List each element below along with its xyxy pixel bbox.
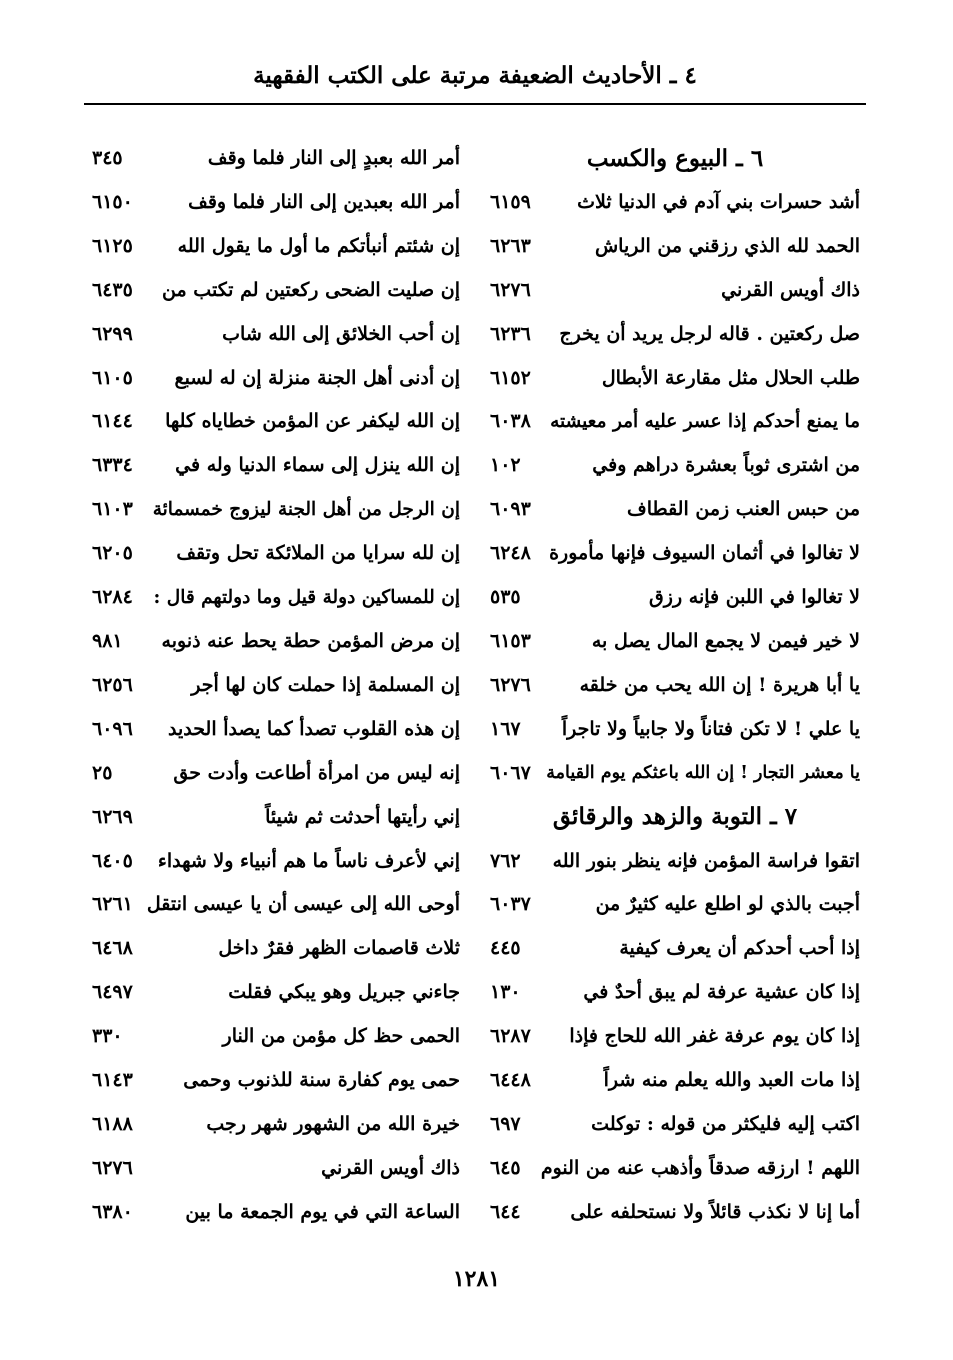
index-entry — [490, 1018, 860, 1054]
index-entry — [92, 403, 460, 439]
index-entry — [490, 403, 860, 439]
index-entry — [490, 184, 860, 220]
index-entry — [490, 755, 860, 791]
entry-text: إن أدنى أهل الجنة منزلة إن له لسبع — [174, 366, 460, 389]
index-entry — [92, 360, 460, 396]
index-entry — [92, 1150, 460, 1186]
index-entry — [490, 711, 860, 747]
entry-text: اتقوا فراسة المؤمن فإنه ينظر بنور الله — [552, 849, 860, 872]
entry-text: أجبت بالذي لو اطلع عليه كثيرٌ من — [595, 893, 860, 916]
entry-number: ١٣٠ — [490, 981, 521, 1004]
entry-number: ٦٠٩٣ — [490, 498, 531, 521]
entry-text: إني لأعرف ناساً ما هم أنبياء ولا شهداء — [157, 849, 460, 872]
entry-text: حمى يوم كفارة سنة للذنوب وحمى — [183, 1069, 460, 1092]
index-entry — [490, 974, 860, 1010]
entry-number: ٦٢٦٩ — [92, 805, 133, 828]
entry-text: لا تغالوا في أثمان السيوف فإنها مأمورة — [549, 542, 860, 565]
entry-number: ٦٤٣٥ — [92, 278, 133, 301]
entry-number: ٦١٥٠ — [92, 190, 133, 213]
index-entry — [490, 579, 860, 615]
index-entry — [92, 491, 460, 527]
entry-text: الساعة التي في يوم الجمعة ما بين — [185, 1200, 460, 1223]
entry-number: ٦٠٦٧ — [490, 761, 531, 784]
entry-number: ١٦٧ — [490, 717, 521, 740]
entry-number: ٦٤٤ — [490, 1200, 521, 1223]
section-heading-repentance: ٧ ـ التوبة والزهد والرقائق — [552, 803, 798, 831]
entry-number: ٦٢٧٦ — [92, 1156, 133, 1179]
index-entry — [92, 184, 460, 220]
entry-number: ٦١٥٣ — [490, 629, 531, 652]
entry-number: ١٠٢ — [490, 454, 521, 477]
entry-text: إذا مات العبد والله يعلم منه شراً — [603, 1069, 860, 1092]
index-entry — [490, 1062, 860, 1098]
entry-number: ٦٤٥ — [490, 1156, 521, 1179]
entry-number: ٦١٤٤ — [92, 410, 133, 433]
entry-text: إن أحب الخلائق إلى الله شاب — [222, 322, 460, 345]
entry-text: اللهم ! ارزقه صدقاً وأذهب عنه من النوم — [540, 1156, 860, 1179]
index-entry — [92, 579, 460, 615]
index-entry — [92, 1106, 460, 1142]
entry-number: ٦٢٧٦ — [490, 673, 531, 696]
entry-number: ٦١٤٣ — [92, 1069, 133, 1092]
index-entry — [92, 886, 460, 922]
entry-text: ذاك أويس القرني — [721, 278, 860, 301]
section-heading-sales: ٦ ـ البيوع والكسب — [586, 144, 764, 172]
entry-text: إن لله سرايا من الملائكة تحل وتقف — [176, 542, 460, 565]
index-entry — [92, 316, 460, 352]
entry-text: إذا كان يوم عرفة غفر الله للحاج فإذا — [569, 1025, 860, 1048]
entry-text: لا تغالوا في اللبن فإنه رزق — [649, 586, 860, 609]
index-entry — [92, 974, 460, 1010]
index-entry — [490, 886, 860, 922]
index-entry — [92, 535, 460, 571]
entry-text: جاءني جبريل وهو يبكي فقلت — [228, 981, 460, 1004]
index-entry — [490, 623, 860, 659]
entry-text: يا معشر التجار ! إن الله باعثكم يوم القيامة — [546, 762, 860, 783]
entry-number: ٦٤٦٨ — [92, 937, 133, 960]
entry-number: ٦٣٣٤ — [92, 454, 133, 477]
header-divider — [84, 103, 866, 105]
entry-number: ٦٠٣٧ — [490, 893, 531, 916]
entry-text: إني رأيتها أحدثت ثم شيئاً — [265, 805, 460, 828]
entry-text: أما إنا لا نكذب قائلاً ولا نستحلفه على — [570, 1200, 860, 1223]
entry-text: إنه ليس من امرأة أطاعت وأدت حق — [173, 761, 460, 784]
entry-text: إن شئتم أنبأتكم ما أول ما يقول الله — [177, 234, 460, 257]
entry-text: لا خير فيمن لا يجمع المال يصل به — [591, 629, 860, 652]
index-entry — [490, 843, 860, 879]
entry-number: ٦٢٨٧ — [490, 1025, 531, 1048]
entry-number: ٦٤٤٨ — [490, 1069, 531, 1092]
entry-number: ٦١٥٩ — [490, 190, 531, 213]
entry-number: ٦١٠٥ — [92, 366, 133, 389]
right-column — [490, 140, 860, 1230]
entry-number: ٦٩٧ — [490, 1112, 521, 1135]
entry-text: أشد حسرات بني آدم في الدنيا ثلاث — [577, 190, 860, 213]
entry-number: ٦٠٣٨ — [490, 410, 531, 433]
entry-text: اكتب إليه فليكثر من قوله : توكلت — [591, 1112, 860, 1135]
index-entry — [92, 930, 460, 966]
entry-number: ٦٢٧٦ — [490, 278, 531, 301]
entry-number: ٣٤٥ — [92, 147, 123, 169]
index-entry — [490, 272, 860, 308]
entry-text: ما يمنع أحدكم إذا عسر عليه أمر معيشته — [550, 410, 860, 432]
entry-number: ٦١٨٨ — [92, 1112, 133, 1135]
entry-number: ٦١٢٥ — [92, 234, 133, 257]
entry-number: ٦٢٦١ — [92, 893, 133, 916]
entry-number: ٦٤٩٧ — [92, 981, 133, 1004]
page-number: ١٢٨١ — [452, 1266, 501, 1292]
left-column — [92, 140, 460, 1230]
entry-text: طلب الحلال مثل مقارعة الأبطال — [601, 366, 860, 389]
entry-text: إذا أحب أحدكم أن يعرف كيفية — [619, 937, 860, 960]
entry-number: ٣٣٠ — [92, 1025, 123, 1048]
entry-text: إن هذه القلوب تصدأ كما يصدأ الحديد — [168, 717, 460, 740]
entry-text: من اشترى ثوباً بعشرة دراهم وفي — [592, 454, 860, 477]
index-entry — [92, 1018, 460, 1054]
index-entry — [490, 1150, 860, 1186]
entry-number: ٦٢٣٦ — [490, 322, 531, 345]
index-entry — [490, 1194, 860, 1230]
entry-number: ٦٢٦٣ — [490, 234, 531, 257]
entry-text: يا علي ! لا تكن فتاناً ولا جابياً ولا تاجراً — [561, 717, 860, 740]
index-entry — [490, 360, 860, 396]
page-header: ٤ ـ الأحاديث الضعيفة مرتبة على الكتب الفقهية — [253, 62, 697, 89]
index-entry — [92, 667, 460, 703]
entry-text: إن الله ليكفر عن المؤمن خطاياه كلها — [165, 410, 460, 433]
index-entry — [92, 447, 460, 483]
entry-number: ٦٢٠٥ — [92, 542, 133, 565]
entry-number: ٧٦٢ — [490, 849, 521, 872]
entry-number: ٦٢٤٨ — [490, 542, 531, 565]
entry-text: إن الرجل من أهل الجنة ليزوج خمسمائة — [152, 498, 460, 520]
index-entry — [490, 930, 860, 966]
entry-number: ٦٢٨٤ — [92, 586, 133, 609]
index-entry — [92, 228, 460, 264]
index-entry — [92, 140, 460, 176]
entry-text: خيرة الله من الشهور شهر رجب — [206, 1112, 460, 1135]
index-entry — [92, 755, 460, 791]
entry-text: الحمد لله الذي رزقني من الرياش — [594, 234, 860, 257]
entry-text: الحمى حظ كل مؤمن من النار — [222, 1025, 460, 1048]
entry-number: ٥٣٥ — [490, 586, 521, 609]
index-entry — [490, 1106, 860, 1142]
entry-text: إن الله ينزل إلى سماء الدنيا وله في — [175, 454, 460, 477]
entry-number: ٢٥ — [92, 761, 113, 784]
index-entry — [92, 1062, 460, 1098]
index-entry — [490, 228, 860, 264]
index-entry — [92, 711, 460, 747]
entry-text: ذاك أويس القرني — [321, 1156, 460, 1179]
entry-text: إن للمساكين دولة قيل وما دولتهم قال : — [153, 586, 460, 608]
index-entry — [92, 843, 460, 879]
entry-text: إن صليت الضحى ركعتين لم تكتب من — [162, 278, 460, 301]
index-entry — [92, 623, 460, 659]
entry-text: يا أبا هريرة ! إن الله يحب من خلقه — [579, 673, 860, 696]
entry-text: صل ركعتين . قاله لرجل يريد أن يخرج — [559, 322, 860, 345]
index-entry — [490, 667, 860, 703]
index-entry — [490, 447, 860, 483]
entry-text: من حبس العنب زمن القطاف — [627, 498, 860, 521]
index-entry — [490, 535, 860, 571]
entry-number: ٦٠٩٦ — [92, 717, 133, 740]
entry-text: ثلاث قاصمات الظهر فقرٌ داخل — [218, 937, 460, 960]
entry-text: أمر الله بعبدين إلى النار فلما وقف — [188, 190, 460, 213]
index-entry — [490, 491, 860, 527]
entry-number: ٦٢٥٦ — [92, 673, 133, 696]
entry-text: إن المسلمة إذا حملت كان لها أجر — [191, 673, 460, 696]
entry-number: ٦٣٨٠ — [92, 1200, 133, 1223]
entry-number: ٦٤٠٥ — [92, 849, 133, 872]
entry-text: إذا كان عشية عرفة لم يبق أحدٌ في — [583, 981, 860, 1004]
entry-number: ٦١٥٢ — [490, 366, 531, 389]
entry-text: أوحى الله إلى عيسى أن يا عيسى انتقل — [146, 893, 460, 916]
index-entry — [490, 316, 860, 352]
index-entry — [92, 272, 460, 308]
index-entry — [92, 799, 460, 835]
entry-number: ٦١٠٣ — [92, 498, 133, 521]
entry-number: ٤٤٥ — [490, 937, 521, 960]
entry-text: إن مرض المؤمن حطة يحط عنه ذنوبه — [161, 629, 460, 652]
entry-text: أمر الله بعبدٍ إلى النار فلما وقف — [207, 147, 460, 169]
entry-number: ٩٨١ — [92, 629, 123, 652]
entry-number: ٦٢٩٩ — [92, 322, 133, 345]
index-entry — [92, 1194, 460, 1230]
